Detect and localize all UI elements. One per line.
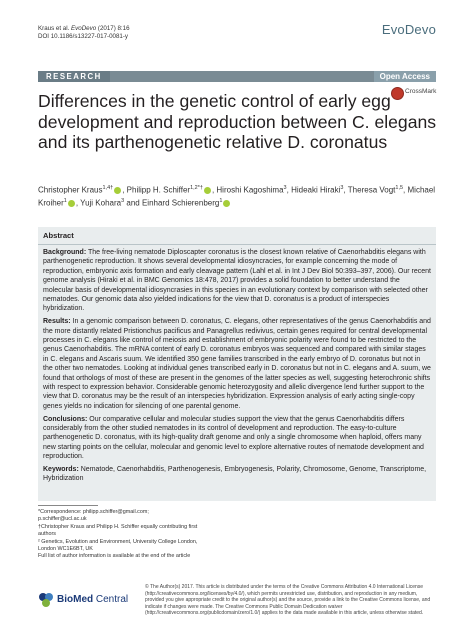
keywords-text: Nematode, Caenorhabditis, Parthenogenesis, Embryogenesis, Polarity, Chromosome, Genome, Transcriptome, Hybridization (43, 465, 427, 483)
doi[interactable]: DOI 10.1186/s13227-017-0081-y (38, 33, 129, 40)
author-affiliation-sup: 1,4† (102, 185, 114, 191)
equal-contribution-note: †Christopher Kraus and Philipp H. Schiffer equally contributing first authors (38, 523, 198, 538)
orcid-icon[interactable] (204, 187, 211, 194)
abstract-conclusions (43, 415, 431, 462)
citation-authors: Kraus et al. (38, 25, 70, 32)
author-affiliation-sup: 1,2*† (190, 185, 203, 191)
keywords-label: Keywords: (43, 465, 79, 473)
biomed-central-icon (38, 592, 54, 608)
affiliation-note: ² Genetics, Evolution and Environment, University College London, London WC1E6BT, UK (38, 538, 198, 553)
author-affiliation-sup: 1 (219, 198, 223, 205)
abstract-keywords (43, 465, 431, 484)
author-name[interactable]: Hideaki Hiraki (291, 185, 341, 195)
results-label: Results: (43, 318, 71, 326)
footnotes (38, 505, 198, 561)
orcid-icon[interactable] (223, 200, 230, 207)
author-affiliation-sup: 3 (340, 185, 344, 191)
author-name[interactable]: Einhard Schierenberg (141, 198, 220, 208)
wordmark-rest: Central (93, 594, 129, 605)
author-name[interactable]: Theresa Vogt (347, 185, 396, 195)
biomed-central-wordmark (57, 594, 128, 605)
author-name[interactable]: Christopher Kraus (38, 185, 103, 195)
open-access-badge: Open Access (374, 71, 436, 82)
citation-volume: (2017) 8:16 (97, 25, 130, 32)
citation-block (38, 25, 130, 41)
crossmark-label: CrossMark (405, 88, 437, 95)
author-list: Christopher Kraus$^{1,4\dagger}$ , Philipp H. Schiffer$^{1,2*\dagger}$ , Hiroshi Kagoshima$^3$, Hideaki Hiraki$^3$, Theresa Vogt$^{1,5}$, Michael Kroiher$^1$ , Yuji Kohara$^3$ and Einhard Schierenberg$^1$ (38, 185, 436, 208)
abstract-heading: Abstract (43, 231, 74, 240)
results-text: In a genomic comparison between D. coronatus, C. elegans, other representatives of the genus Caenorhabditis and the more distantly related Pristionchus pacificus and Panagrellus redivivus, certain genes required for central developmental processes in C. elegans like control of meiosis and establishment of embryonic polarity were found to be restricted to the genus Caenorhabditis. The mRNA content of early D. coronatus embryos was sequenced and compared with similar stages in C. elegans and Ascaris suum. We identified 350 gene families transcribed in the early embryo of D. coronatus but not in the other two nematodes. Looking at individual genes transcribed early in D. coronatus but not in C. elegans and A. suum, we found that orthologs of most of these are present in the genomes of the latter species as well, suggesting heterochronic shifts with respect to expression behavior. Considerable genomic heterozygosity and allelic divergence lend further support to the view that D. coronatus may be the result of an interspecies hybridization. Expression analysis of early acting single-copy genes yields no indication for silencing of one parental genome. (43, 318, 431, 410)
biomed-central-logo[interactable] (38, 590, 138, 612)
abstract-results (43, 317, 431, 411)
abstract-background (43, 248, 431, 314)
section-label: RESEARCH (38, 71, 110, 82)
citation-line (38, 25, 130, 33)
author-info-note: Full list of author information is available at the end of the article (38, 553, 191, 560)
orcid-icon[interactable] (68, 200, 75, 207)
journal-brand: EvoDevo (381, 22, 436, 37)
journal-name: EvoDevo (71, 25, 97, 32)
background-label: Background: (43, 249, 87, 256)
author-name[interactable]: Michael Kroiher (38, 185, 436, 208)
conclusions-text: Our comparative cellular and molecular studies support the view that the genus Caenorhabditis differs considerably from the other studied nematodes in its control of development and reproduction. The easy-to-culture parthenogenetic D. coronatus, with its high-quality draft genome and only a single chromosome when haploid, offers many new starting points on the cellular, molecular and genomic level to explore alternative routes of nematode development and reproduction. (43, 415, 424, 461)
wordmark-bold: BioMed (57, 594, 94, 605)
orcid-icon[interactable] (114, 187, 121, 194)
abstract-box (38, 227, 436, 501)
background-text: The free-living nematode Diploscapter coronatus is the closest known relative of Caenorhabditis elegans with parthenogenetic reproduction. It shows several developmental idiosyncracies, for example concerning the mode of reproduction, embryonic axis formation and early cleavage pattern (Lahl et al. in Int J Dev Biol 50:393–397, 2006). Our recent genome analysis (Hiraki et al. in BMC Genomics 18:478, 2017) provides a solid foundation to better understand the molecular basis of developmental idiosyncrasies in this species in an evolutionary context by comparison with selected other nematodes. Our genomic data also yielded indications for the view that D. coronatus is a product of interspecies hybridization. (43, 249, 431, 313)
abstract-divider (38, 244, 436, 245)
author-name[interactable]: Philipp H. Schiffer (126, 185, 191, 195)
author-name[interactable]: Hiroshi Kagoshima (216, 185, 284, 195)
author-affiliation-sup: 3 (121, 198, 125, 205)
author-affiliation-sup: 1 (63, 198, 67, 205)
conclusions-label: Conclusions: (43, 415, 88, 423)
article-title: Differences in the genetic control of early egg development and reproduction between C. elegans and its parthenogenetic relative D. coronatus (38, 91, 437, 152)
author-affiliation-sup: 3 (283, 185, 287, 191)
author-affiliation-sup: 1,5 (395, 185, 404, 191)
section-banner (38, 71, 436, 82)
footnote-rule (38, 505, 98, 506)
correspondence-note: *Correspondence: philipp.schiffer@gmail.com; p.schiffer@ucl.ac.uk (38, 509, 149, 523)
abstract-body (43, 248, 431, 487)
author-name[interactable]: Yuji Kohara (80, 198, 122, 208)
license-text: © The Author(s) 2017. This article is distributed under the terms of the Creative Commons Attribution 4.0 International License (http://creativecommons.org/licenses/by/4.0/), which permits unrestricted use, distribution, and reproduction in any medium, provided you give appropriate credit to the original author(s) and the source, provide a link to the Creative Commons license, and indicate if changes were made. The Creative Commons Public Domain Dedication waiver (http://creativecommons.org/publicdomain/zero/1.0/) applies to the data made available in this article, unless otherwise stated. (145, 584, 431, 616)
